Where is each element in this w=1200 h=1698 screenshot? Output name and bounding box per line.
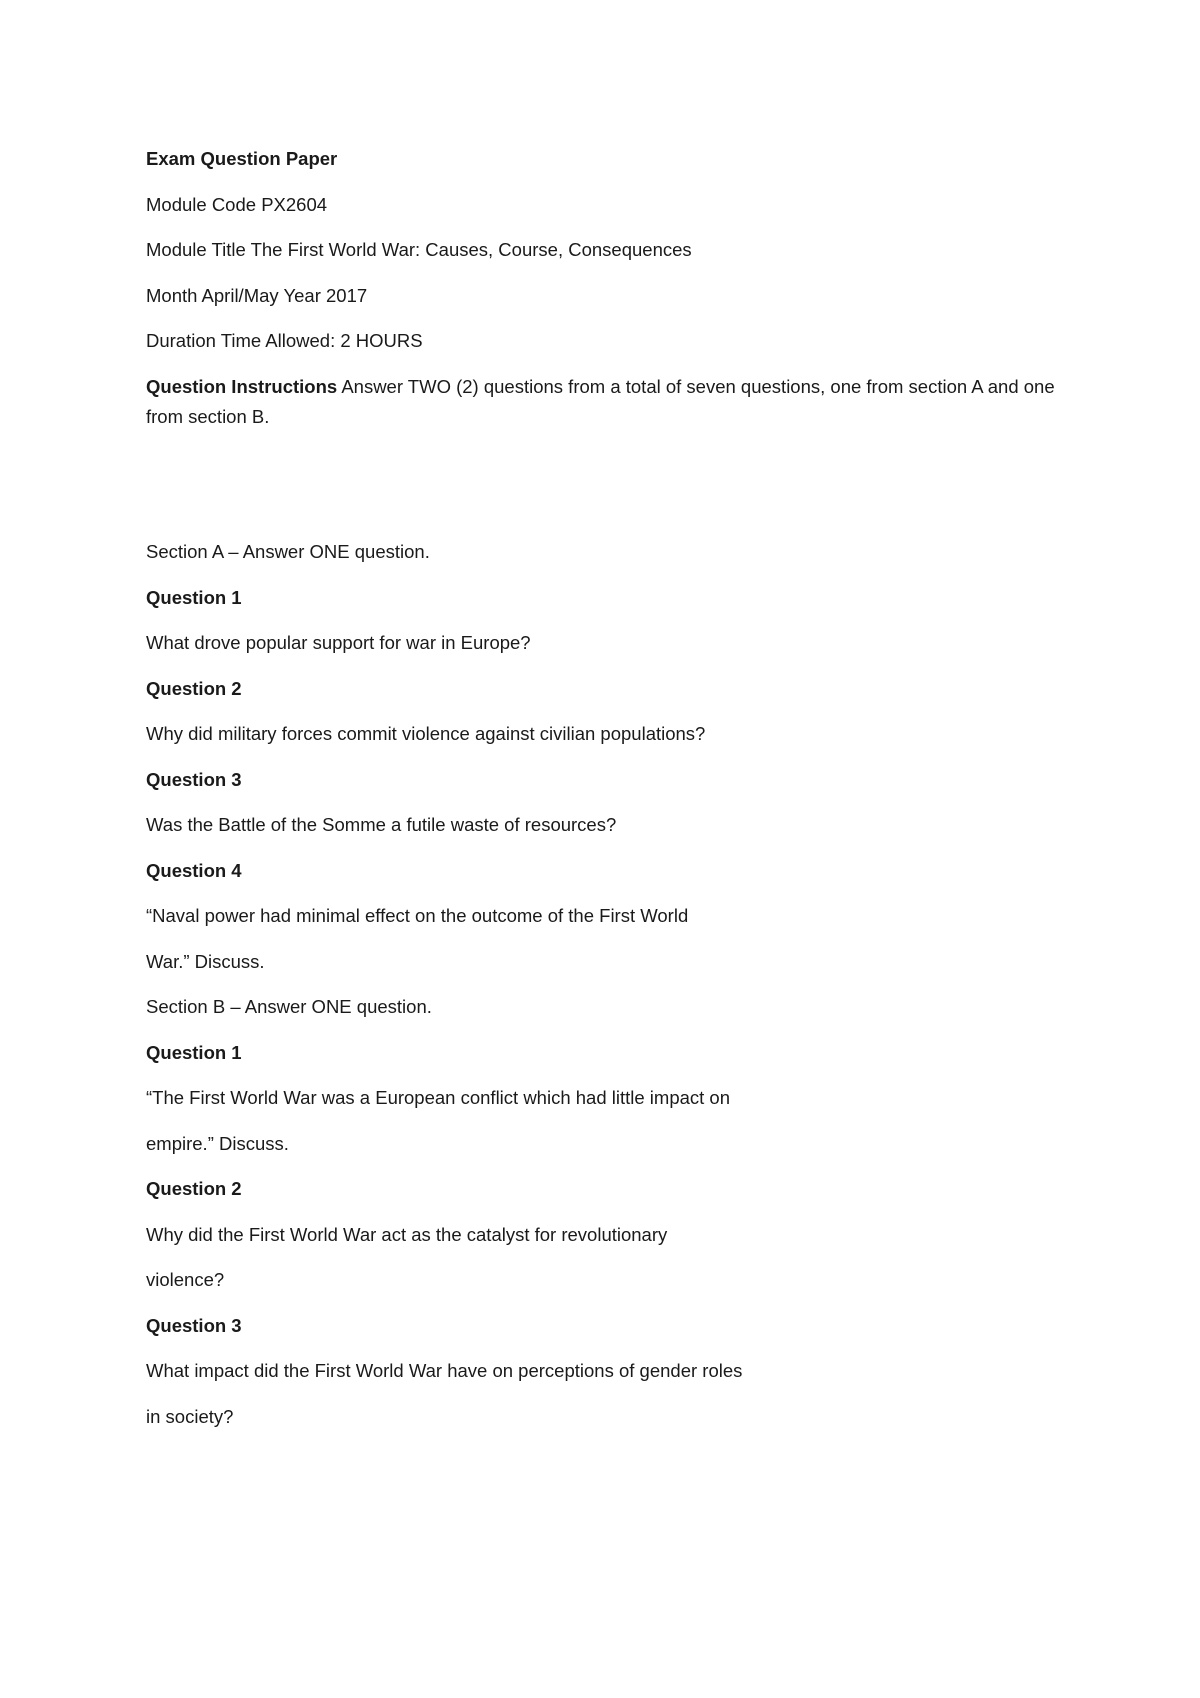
module-code-label: Module Code xyxy=(146,193,257,215)
duration-label: Duration xyxy=(146,330,216,351)
question-text-continued: War.” Discuss. xyxy=(146,950,265,972)
question-label: Question 4 xyxy=(146,859,242,881)
question-label: Question 1 xyxy=(146,586,242,608)
question-text-continued: violence? xyxy=(146,1269,225,1290)
duration-value: Time Allowed: 2 HOURS xyxy=(220,330,423,351)
question-text-continued: in society? xyxy=(146,1405,234,1427)
section-a-heading: Section A – Answer ONE question. xyxy=(146,541,430,562)
question-text: Why did the First World War act as the catalyst for revolutionary xyxy=(146,1223,668,1245)
section-spacer xyxy=(146,447,1086,537)
question-label: Question 3 xyxy=(146,1314,242,1336)
instructions-label: Question Instructions xyxy=(146,375,338,397)
year-value: 2017 xyxy=(326,284,368,306)
module-code-line xyxy=(146,190,1086,220)
month-value: April/May xyxy=(201,284,279,306)
question-label: Question 1 xyxy=(146,1041,242,1063)
document-title: Exam Question Paper xyxy=(146,148,338,169)
duration-line xyxy=(146,326,1086,356)
question-text: Was the Battle of the Somme a futile waste of resources? xyxy=(146,814,617,835)
section-b-heading: Section B – Answer ONE question. xyxy=(146,996,432,1017)
question-text: “Naval power had minimal effect on the outcome of the First World xyxy=(146,905,689,926)
question-text: “The First World War was a European conflict which had little impact on xyxy=(146,1087,731,1108)
module-title-line xyxy=(146,235,1086,265)
month-label: Month xyxy=(146,284,198,306)
question-text: Why did military forces commit violence against civilian populations? xyxy=(146,723,706,744)
question-text-continued: empire.” Discuss. xyxy=(146,1132,289,1154)
instructions-value: Answer TWO (2) questions from a total of seven questions, one from section A and one from section B. xyxy=(146,375,1055,427)
module-title-value: The First World War: Causes, Course, Consequences xyxy=(250,239,692,260)
year-label: Year xyxy=(283,284,321,306)
question-text: What impact did the First World War have on perceptions of gender roles xyxy=(146,1360,743,1381)
month-year-line xyxy=(146,281,1086,311)
question-text: What drove popular support for war in Europe? xyxy=(146,632,531,653)
question-label: Question 2 xyxy=(146,1178,242,1199)
question-label: Question 2 xyxy=(146,677,242,699)
module-title-label: Module Title xyxy=(146,239,246,260)
instructions-line xyxy=(146,372,1081,432)
module-code-value: PX2604 xyxy=(261,193,328,215)
question-label: Question 3 xyxy=(146,768,242,790)
document-content xyxy=(146,144,1086,1447)
